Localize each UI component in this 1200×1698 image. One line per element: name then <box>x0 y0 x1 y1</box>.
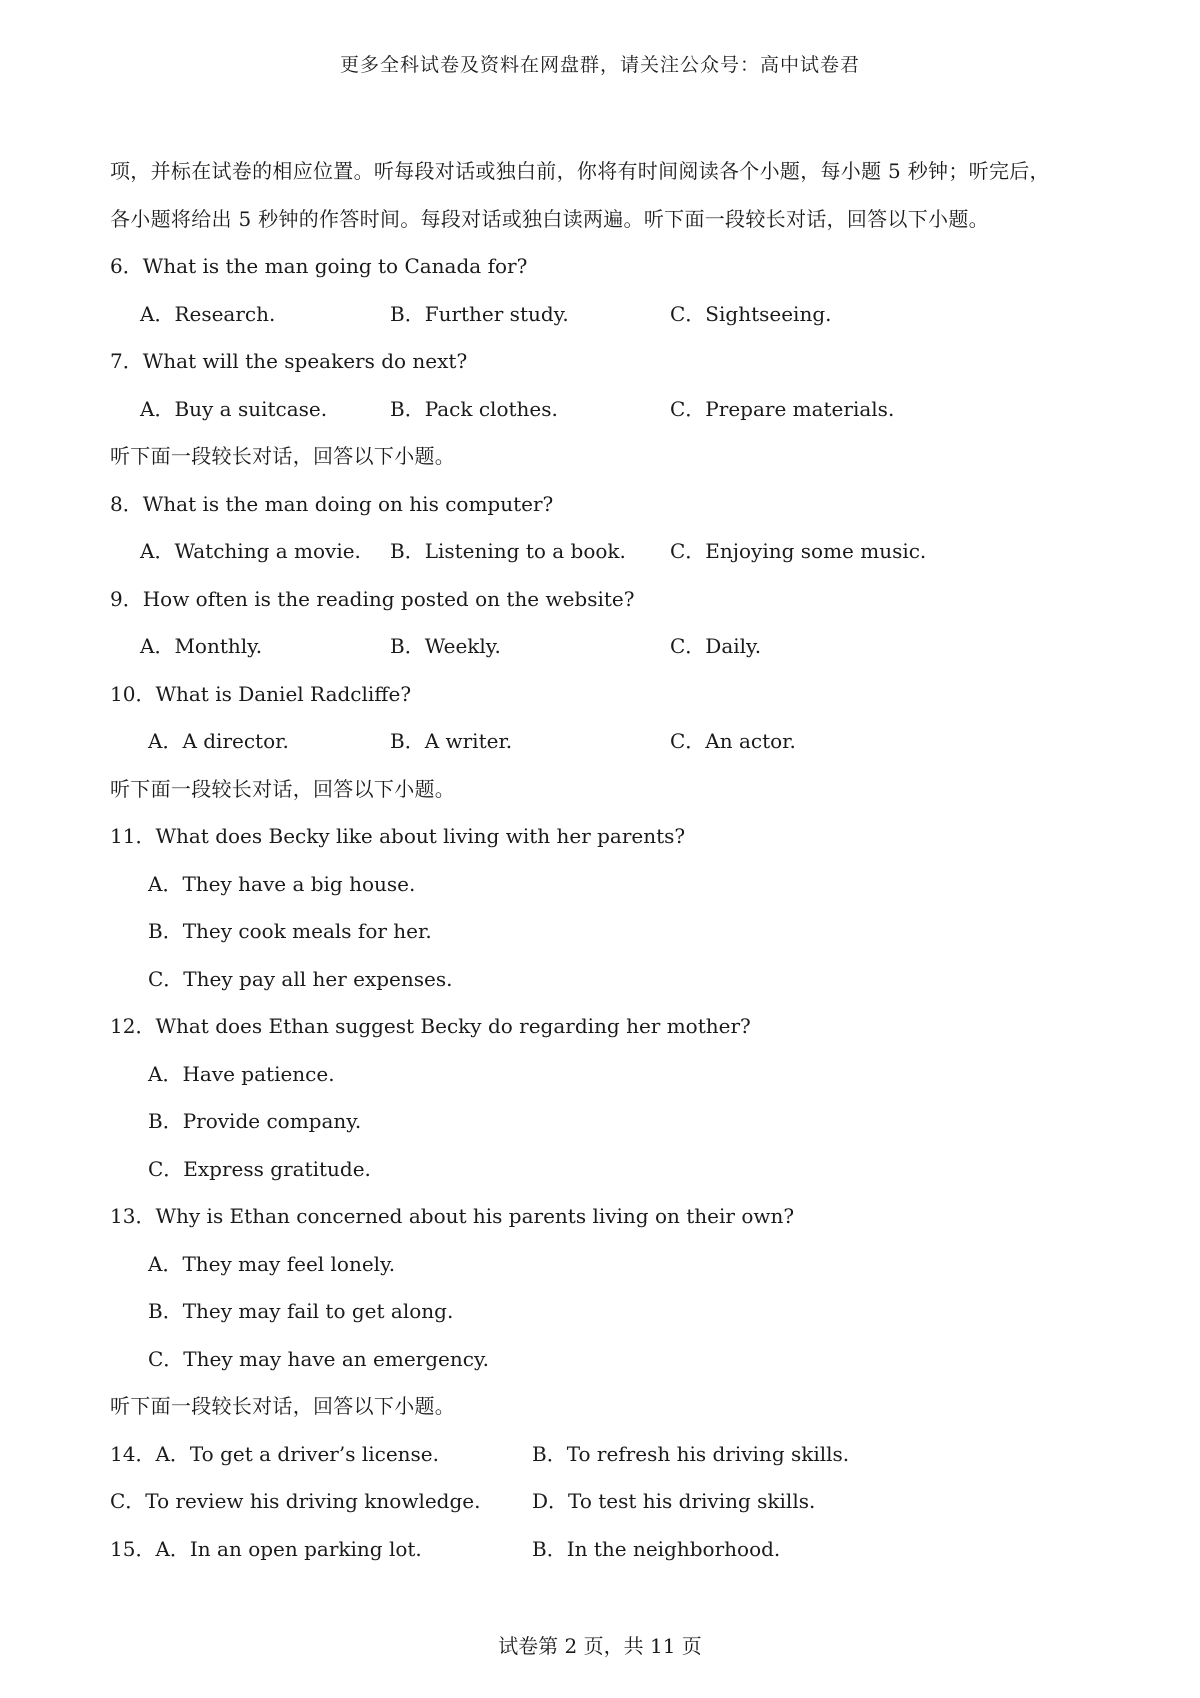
option-c: C．Express gratitude. <box>148 1156 371 1181</box>
question-7-stem: 7．What will the speakers do next? <box>110 349 468 373</box>
question-9-stem: 9．How often is the reading posted on the website? <box>110 586 635 611</box>
question-9-options <box>110 623 1110 671</box>
question-15-row-1 <box>110 1526 1110 1574</box>
question-6-stem: 6．What is the man going to Canada for? <box>110 254 528 278</box>
question-8-stem: 8．What is the man doing on his computer? <box>110 491 554 516</box>
option-d: D．To test his driving skills. <box>532 1489 816 1513</box>
option-c: C．They pay all her expenses. <box>148 966 453 991</box>
option-b: B．In the neighborhood. <box>532 1536 781 1561</box>
option-b: B．They may fail to get along. <box>148 1299 454 1323</box>
option-a: A．Buy a suitcase. <box>140 396 328 421</box>
section-note: 听下面一段较长对话，回答以下小题。 <box>110 776 456 801</box>
question-14-row-1 <box>110 1431 1110 1479</box>
option-c: C．Sightseeing. <box>670 301 832 326</box>
section-note: 听下面一段较长对话，回答以下小题。 <box>110 1394 456 1418</box>
option-b: B．They cook meals for her. <box>148 919 432 943</box>
question-12-stem: 12．What does Ethan suggest Becky do regarding her mother? <box>110 1014 751 1038</box>
exam-content <box>110 148 1110 1573</box>
option-a: A．Research. <box>140 301 276 326</box>
option-c: C．Prepare materials. <box>670 396 895 421</box>
option-b: B．To refresh his driving skills. <box>532 1441 850 1466</box>
option-a: 14．A．To get a driver’s license. <box>110 1441 439 1466</box>
option-b: B．Pack clothes. <box>390 396 558 421</box>
option-c: C．They may have an emergency. <box>148 1346 489 1371</box>
option-c: C．To review his driving knowledge. <box>110 1489 481 1513</box>
intro-line-2: 各小题将给出 5 秒钟的作答时间。每段对话或独白读两遍。听下面一段较长对话，回答以下小题。 <box>110 206 989 231</box>
page-footer: 试卷第 2 页，共 11 页 <box>498 1634 702 1658</box>
page-header: 更多全科试卷及资料在网盘群，请关注公众号：高中试卷君 <box>339 54 860 76</box>
option-b: B．Provide company. <box>148 1109 362 1133</box>
question-10-options <box>110 718 1110 766</box>
option-a: A．They have a big house. <box>148 871 416 896</box>
option-a: A．A director. <box>148 729 289 753</box>
option-b: B．Weekly. <box>390 634 501 658</box>
option-a: A．They may feel lonely. <box>148 1251 396 1276</box>
option-c: C．Daily. <box>670 634 762 658</box>
section-note: 听下面一段较长对话，回答以下小题。 <box>110 444 456 468</box>
option-a: 15．A．In an open parking lot. <box>110 1536 422 1561</box>
option-a: A．Watching a movie. <box>140 539 361 563</box>
option-a: A．Monthly. <box>140 634 263 658</box>
question-6-options <box>110 291 1110 339</box>
question-14-row-2 <box>110 1478 1110 1526</box>
question-11-stem: 11．What does Becky like about living with her parents? <box>110 824 686 848</box>
question-7-options <box>110 386 1110 434</box>
option-a: A．Have patience. <box>148 1061 335 1086</box>
question-10-stem: 10．What is Daniel Radcliffe? <box>110 681 412 706</box>
option-b: B．A writer. <box>390 729 513 753</box>
option-b: B．Listening to a book. <box>390 539 626 563</box>
question-13-stem: 13．Why is Ethan concerned about his parents living on their own? <box>110 1204 795 1228</box>
option-c: C．Enjoying some music. <box>670 539 927 563</box>
option-b: B．Further study. <box>390 301 569 326</box>
option-c: C．An actor. <box>670 729 796 753</box>
intro-line-1: 项，并标在试卷的相应位置。听每段对话或独白前，你将有时间阅读各个小题，每小题 5 秒钟；听完后， <box>110 159 1050 183</box>
question-8-options <box>110 528 1110 576</box>
